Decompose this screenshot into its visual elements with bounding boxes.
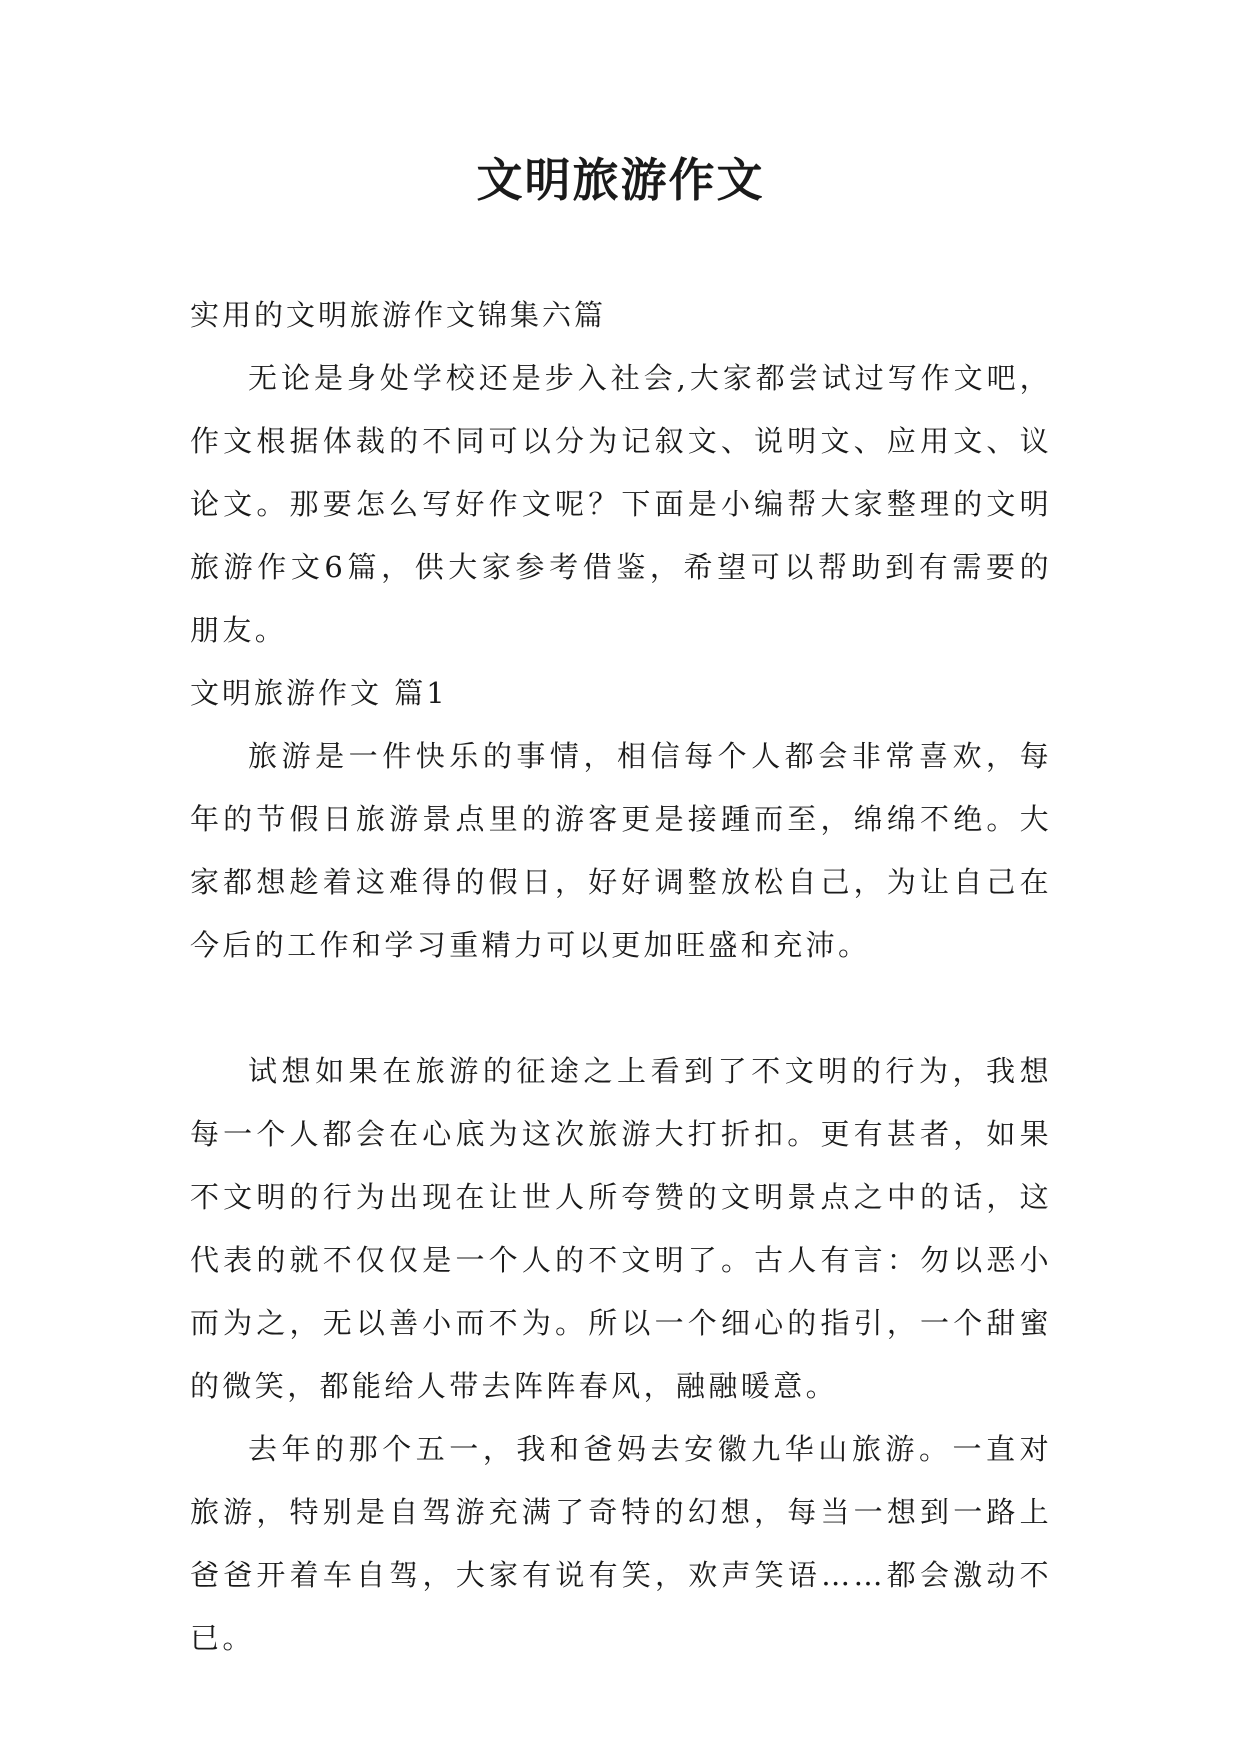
document-subtitle: 实用的文明旅游作文锦集六篇 (190, 298, 607, 332)
body-paragraph-3: 去年的那个五一，我和爸妈去安徽九华山旅游。一直对旅游，特别是自驾游充满了奇特的幻想，每当一想到一路上爸爸开着车自驾，大家有说有笑，欢声笑语……都会激动不已。 (190, 1432, 1052, 1655)
document-body (190, 284, 1052, 1670)
section-heading: 文明旅游作文 篇1 (190, 676, 448, 710)
document-title: 文明旅游作文 (476, 153, 765, 207)
body-paragraph-2: 试想如果在旅游的征途之上看到了不文明的行为，我想每一个人都会在心底为这次旅游大打折扣。更有甚者，如果不文明的行为出现在让世人所夸赞的文明景点之中的话，这代表的就不仅仅是一个人的不文明了。古人有言：勿以恶小而为之，无以善小而不为。所以一个细心的指引，一个甜蜜的微笑，都能给人带去阵阵春风，融融暖意。 (190, 1054, 1052, 1403)
paragraph-spacer (190, 977, 1052, 1040)
intro-paragraph: 无论是身处学校还是步入社会,大家都尝试过写作文吧，作文根据体裁的不同可以分为记叙文、说明文、应用文、议论文。那要怎么写好作文呢？下面是小编帮大家整理的文明旅游作文6篇，供大家参考借鉴，希望可以帮助到有需要的朋友。 (190, 361, 1052, 647)
body-paragraph-1: 旅游是一件快乐的事情，相信每个人都会非常喜欢，每年的节假日旅游景点里的游客更是接踵而至，绵绵不绝。大家都想趁着这难得的假日，好好调整放松自己，为让自己在今后的工作和学习重精力可以更加旺盛和充沛。 (190, 739, 1052, 962)
